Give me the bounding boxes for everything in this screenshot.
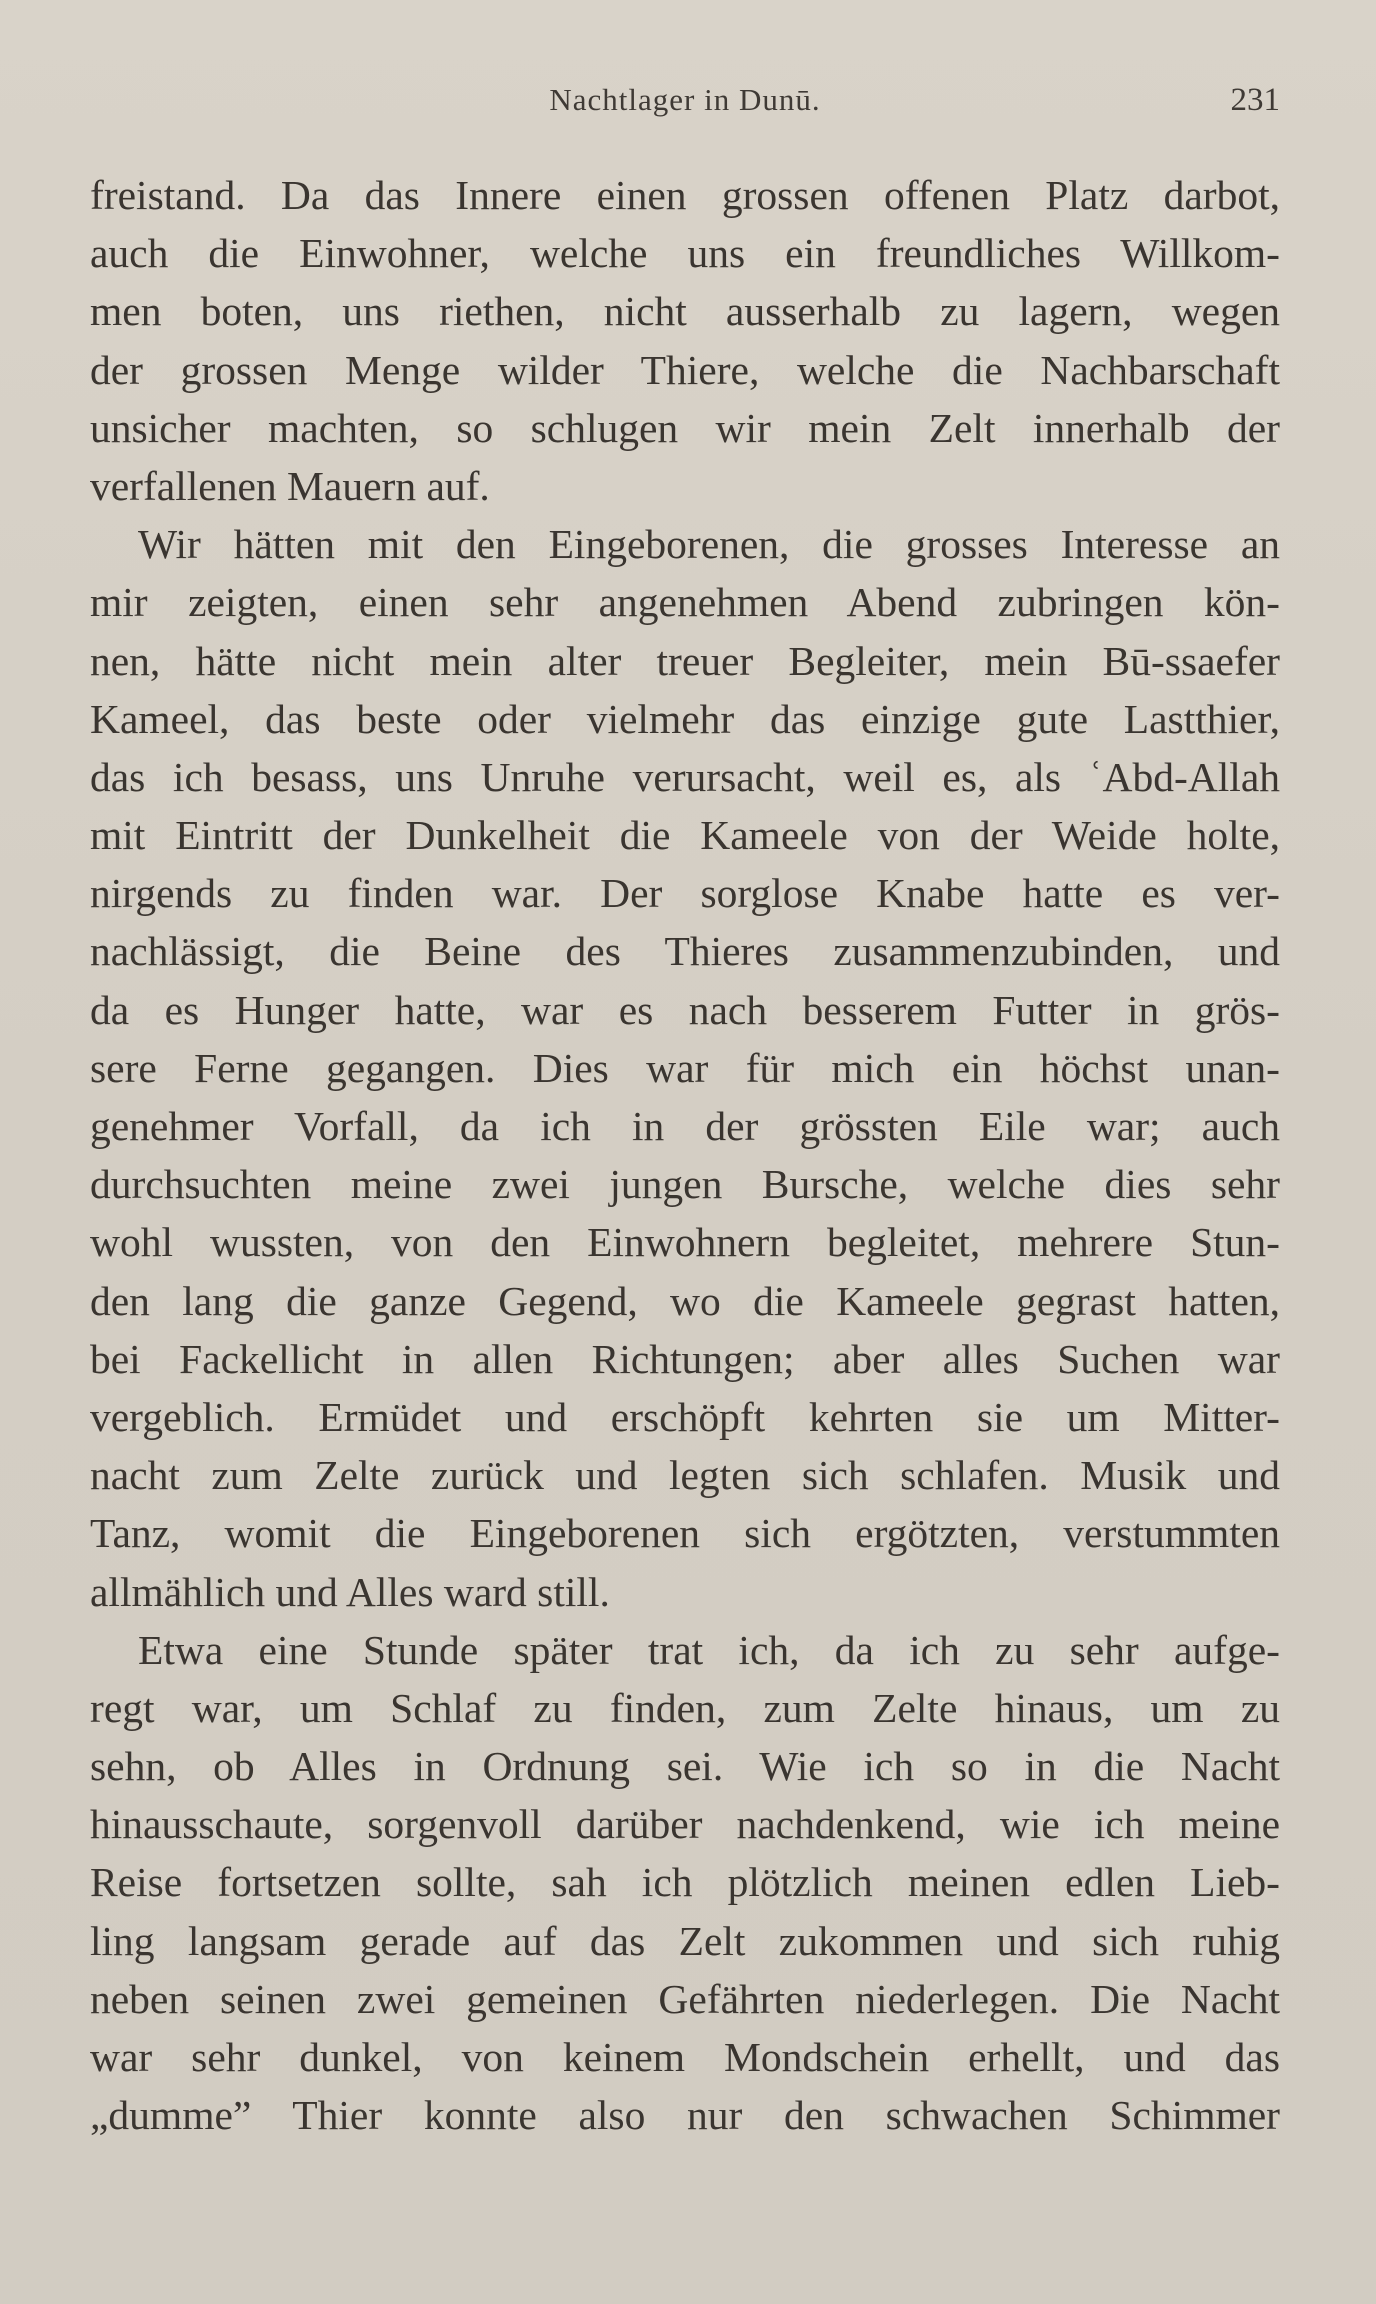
text-line: der grossen Menge wilder Thiere, welche die Nachbarschaft bbox=[90, 346, 1280, 393]
text-line: sehn, ob Alles in Ordnung sei. Wie ich so in die Nacht bbox=[90, 1743, 1280, 1790]
text-line: neben seinen zwei gemeinen Gefährten niederlegen. Die Nacht bbox=[90, 1975, 1280, 2022]
text-line: sere Ferne gegangen. Dies war für mich ein höchst unan- bbox=[90, 1044, 1280, 1091]
text-line: Wir hätten mit den Eingeborenen, die grosses Interesse an bbox=[138, 521, 1280, 568]
text-line: mit Eintritt der Dunkelheit die Kameele von der Weide holte, bbox=[90, 812, 1280, 859]
text-line: bei Fackellicht in allen Richtungen; aber alles Suchen war bbox=[90, 1335, 1280, 1382]
text-line: auch die Einwohner, welche uns ein freundliches Willkom- bbox=[90, 230, 1280, 277]
text-line: hinausschaute, sorgenvoll darüber nachdenkend, wie ich meine bbox=[90, 1801, 1280, 1848]
text-line: durchsuchten meine zwei jungen Bursche, welche dies sehr bbox=[90, 1161, 1280, 1208]
paragraph bbox=[90, 166, 1280, 515]
text-line: genehmer Vorfall, da ich in der grössten Eile war; auch bbox=[90, 1103, 1280, 1149]
text-line: freistand. Da das Innere einen grossen offenen Platz darbot, bbox=[90, 172, 1280, 218]
text-line: nachlässigt, die Beine des Thieres zusammenzubinden, und bbox=[90, 928, 1280, 975]
text-line: nirgends zu finden war. Der sorglose Knabe hatte es ver- bbox=[90, 870, 1280, 917]
text-line: nen, hätte nicht mein alter treuer Begleiter, mein Bū-ssaefer bbox=[90, 637, 1280, 684]
text-line: Tanz, womit die Eingeborenen sich ergötzten, verstummten bbox=[90, 1510, 1280, 1557]
text-line: allmählich und Alles ward still. bbox=[90, 1568, 610, 1615]
text-line: „dumme” Thier konnte also nur den schwachen Schimmer bbox=[90, 2092, 1280, 2139]
paragraph bbox=[90, 1621, 1280, 2145]
text-line: men boten, uns riethen, nicht ausserhalb zu lagern, wegen bbox=[90, 288, 1280, 335]
text-line: das ich besass, uns Unruhe verursacht, weil es, als ʿAbd-Allah bbox=[90, 753, 1280, 800]
body-text bbox=[90, 166, 1280, 2144]
text-line: Etwa eine Stunde später trat ich, da ich zu sehr aufge- bbox=[138, 1626, 1280, 1673]
text-line: nacht zum Zelte zurück und legten sich schlafen. Musik und bbox=[90, 1452, 1280, 1499]
text-line: wohl wussten, von den Einwohnern begleitet, mehrere Stun- bbox=[90, 1219, 1280, 1266]
text-line: Kameel, das beste oder vielmehr das einzige gute Lastthier, bbox=[90, 695, 1280, 742]
text-line: Reise fortsetzen sollte, sah ich plötzlich meinen edlen Lieb- bbox=[90, 1859, 1280, 1906]
text-line: unsicher machten, so schlugen wir mein Zelt innerhalb der bbox=[90, 404, 1280, 451]
text-line: verfallenen Mauern auf. bbox=[90, 462, 490, 509]
page-number: 231 bbox=[1230, 82, 1280, 118]
text-line: da es Hunger hatte, war es nach besserem Futter in grös- bbox=[90, 986, 1280, 1033]
text-line: war sehr dunkel, von keinem Mondschein erhellt, und das bbox=[90, 2034, 1280, 2080]
text-line: vergeblich. Ermüdet und erschöpft kehrten sie um Mitter- bbox=[90, 1393, 1280, 1440]
text-line: mir zeigten, einen sehr angenehmen Abend zubringen kön- bbox=[90, 579, 1280, 626]
page-header bbox=[90, 82, 1280, 132]
paragraph bbox=[90, 515, 1280, 1621]
text-line: regt war, um Schlaf zu finden, zum Zelte hinaus, um zu bbox=[90, 1684, 1280, 1731]
text-line: ling langsam gerade auf das Zelt zukommen und sich ruhig bbox=[90, 1917, 1280, 1964]
running-head: Nachtlager in Dunū. bbox=[549, 82, 821, 117]
text-line: den lang die ganze Gegend, wo die Kameele gegrast hatten, bbox=[90, 1277, 1280, 1324]
